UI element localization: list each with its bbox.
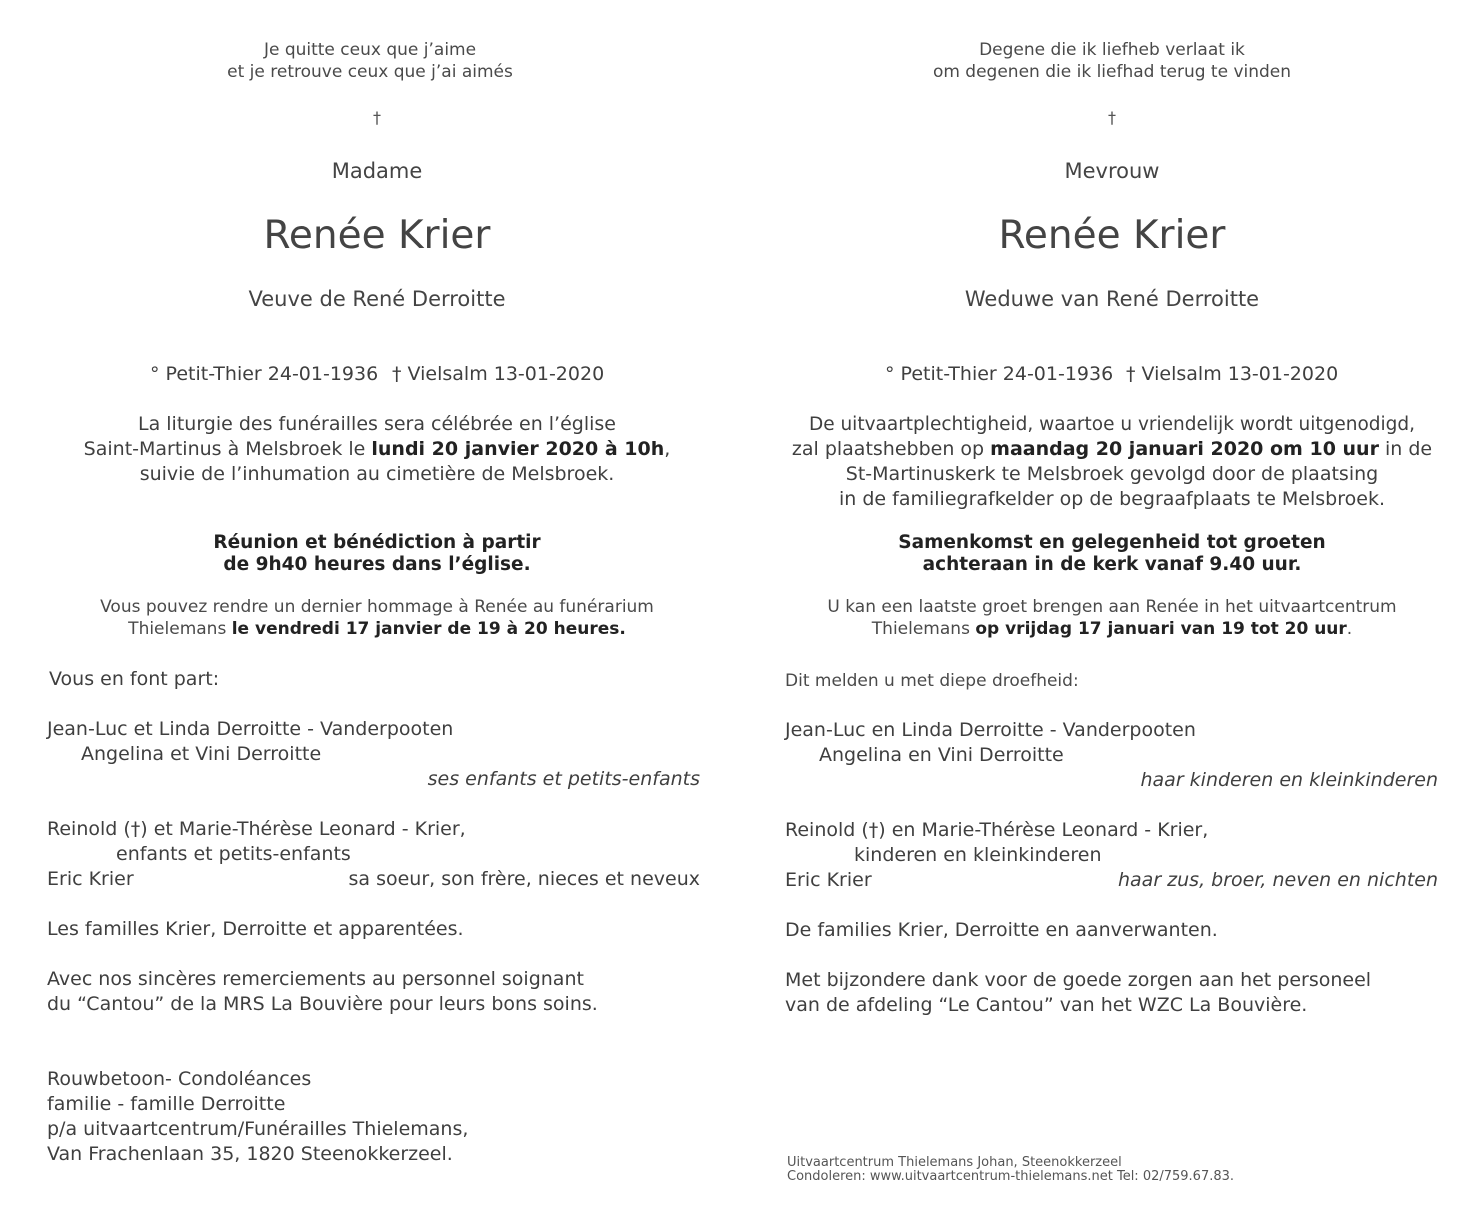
family-row-5: kinderen en kleinkinderen [854,844,1102,866]
visit-date: le vendredi 17 janvier de 19 à 20 heures. [231,619,626,639]
visit-line-1: U kan een laatste groet brengen aan Renée in het uitvaartcentrum [827,597,1397,617]
family-row-2: Angelina et Vini Derroitte [81,743,322,765]
family-row-2: Angelina en Vini Derroitte [819,744,1064,766]
family-row-4: Reinold (†) en Marie-Thérèse Leonard - Krier, [785,819,1209,841]
footer-line-1: Uitvaartcentrum Thielemans Johan, Steenokkerzeel [787,1155,1122,1170]
family-relation-2: sa soeur, son frère, nieces et neveux [348,868,700,890]
announce-line: Dit melden u met diepe droefheid: [785,671,1079,691]
thanks-line-2: du “Cantou” de la MRS La Bouvière pour leurs bons soins. [47,993,598,1015]
thanks-line-1: Avec nos sincères remerciements au personnel soignant [47,968,584,990]
quote-line-1: Je quitte ceux que j’aime [263,40,477,60]
extended-family: De families Krier, Derroitte en aanverwanten. [785,919,1218,941]
family-row-1: Jean-Luc et Linda Derroitte - Vanderpooten [47,718,454,740]
thanks-line-1: Met bijzondere dank voor de goede zorgen aan het personeel [785,969,1372,991]
thanks-line-2: van de afdeling “Le Cantou” van het WZC La Bouvière. [785,994,1308,1016]
spouse-line: Veuve de René Derroitte [248,287,506,311]
ceremony-line-3: suivie de l’inhumation au cimetière de Melsbroek. [139,463,615,485]
gathering-line-2: achteraan in de kerk vanaf 9.40 uur. [922,554,1302,575]
spouse-line: Weduwe van René Derroitte [964,287,1260,311]
family-relation-1: haar kinderen en kleinkinderen [1140,769,1438,791]
ceremony-line-2: zal plaatshebben op maandag 20 januari 2020 om 10 uur in de [791,438,1433,460]
address-line-3: p/a uitvaartcentrum/Funérailles Thielemans, [47,1118,469,1140]
family-row-5: enfants et petits-enfants [116,843,351,865]
ceremony-line-4: in de familiegrafkelder op de begraafplaats te Melsbroek. [839,488,1385,510]
family-row-6: Eric Krier [47,868,134,890]
ceremony-line-2: Saint-Martinus à Melsbroek le lundi 20 janvier 2020 à 10h, [83,438,671,460]
visit-line-2: Thielemans le vendredi 17 janvier de 19 à 20 heures. [128,619,626,639]
ceremony-line-1: La liturgie des funérailles sera célébrée en l’église [138,413,616,435]
ceremony-line-1: De uitvaartplechtigheid, waartoe u vriendelijk wordt uitgenodigd, [808,414,1416,435]
family-relation-1: ses enfants et petits-enfants [427,768,700,790]
visit-date: op vrijdag 17 januari van 19 tot 20 uur [975,619,1347,639]
death-info: † Vielsalm 13-01-2020 [392,363,605,385]
ceremony-date: maandag 20 januari 2020 om 10 uur [990,438,1379,460]
family-relation-2: haar zus, broer, neven en nichten [1117,869,1438,891]
cross-icon: † [373,108,381,127]
deceased-name: Renée Krier [263,213,491,258]
gathering-line-1: Réunion et bénédiction à partir [213,532,541,553]
family-row-1: Jean-Luc en Linda Derroitte - Vanderpooten [785,719,1196,741]
deceased-name: Renée Krier [998,213,1226,258]
quote-line-1: Degene die ik liefheb verlaat ik [979,40,1245,60]
cross-icon: † [1108,108,1116,127]
quote-line-2: om degenen die ik liefhad terug te vinden [932,62,1292,82]
visit-line-2: Thielemans op vrijdag 17 januari van 19 tot 20 uur. [871,619,1353,639]
gathering-line-2: de 9h40 heures dans l’église. [223,554,531,575]
death-info: † Vielsalm 13-01-2020 [1126,363,1339,385]
ceremony-date: lundi 20 janvier 2020 à 10h [371,438,665,460]
extended-family: Les familles Krier, Derroitte et apparentées. [47,918,464,940]
gathering-line-1: Samenkomst en gelegenheid tot groeten [898,532,1326,553]
address-line-1: Rouwbetoon- Condoléances [47,1068,312,1090]
visit-line-1: Vous pouvez rendre un dernier hommage à Renée au funérarium [100,597,654,617]
quote-line-2: et je retrouve ceux que j’ai aimés [227,62,513,82]
family-row-6: Eric Krier [785,869,872,891]
honorific-title: Mevrouw [1064,159,1160,183]
address-line-4: Van Frachenlaan 35, 1820 Steenokkerzeel. [47,1143,453,1165]
address-line-2: familie - famille Derroitte [47,1093,286,1115]
birth-info: ° Petit-Thier 24-01-1936 [885,363,1114,385]
family-row-4: Reinold (†) et Marie-Thérèse Leonard - Krier, [47,818,466,840]
birth-info: ° Petit-Thier 24-01-1936 [150,363,379,385]
footer-line-2: Condoleren: www.uitvaartcentrum-thielemans.net Tel: 02/759.67.83. [787,1169,1235,1184]
announce-line: Vous en font part: [49,668,220,690]
ceremony-line-3: St-Martinuskerk te Melsbroek gevolgd door de plaatsing [845,463,1379,485]
honorific-title: Madame [331,159,423,183]
